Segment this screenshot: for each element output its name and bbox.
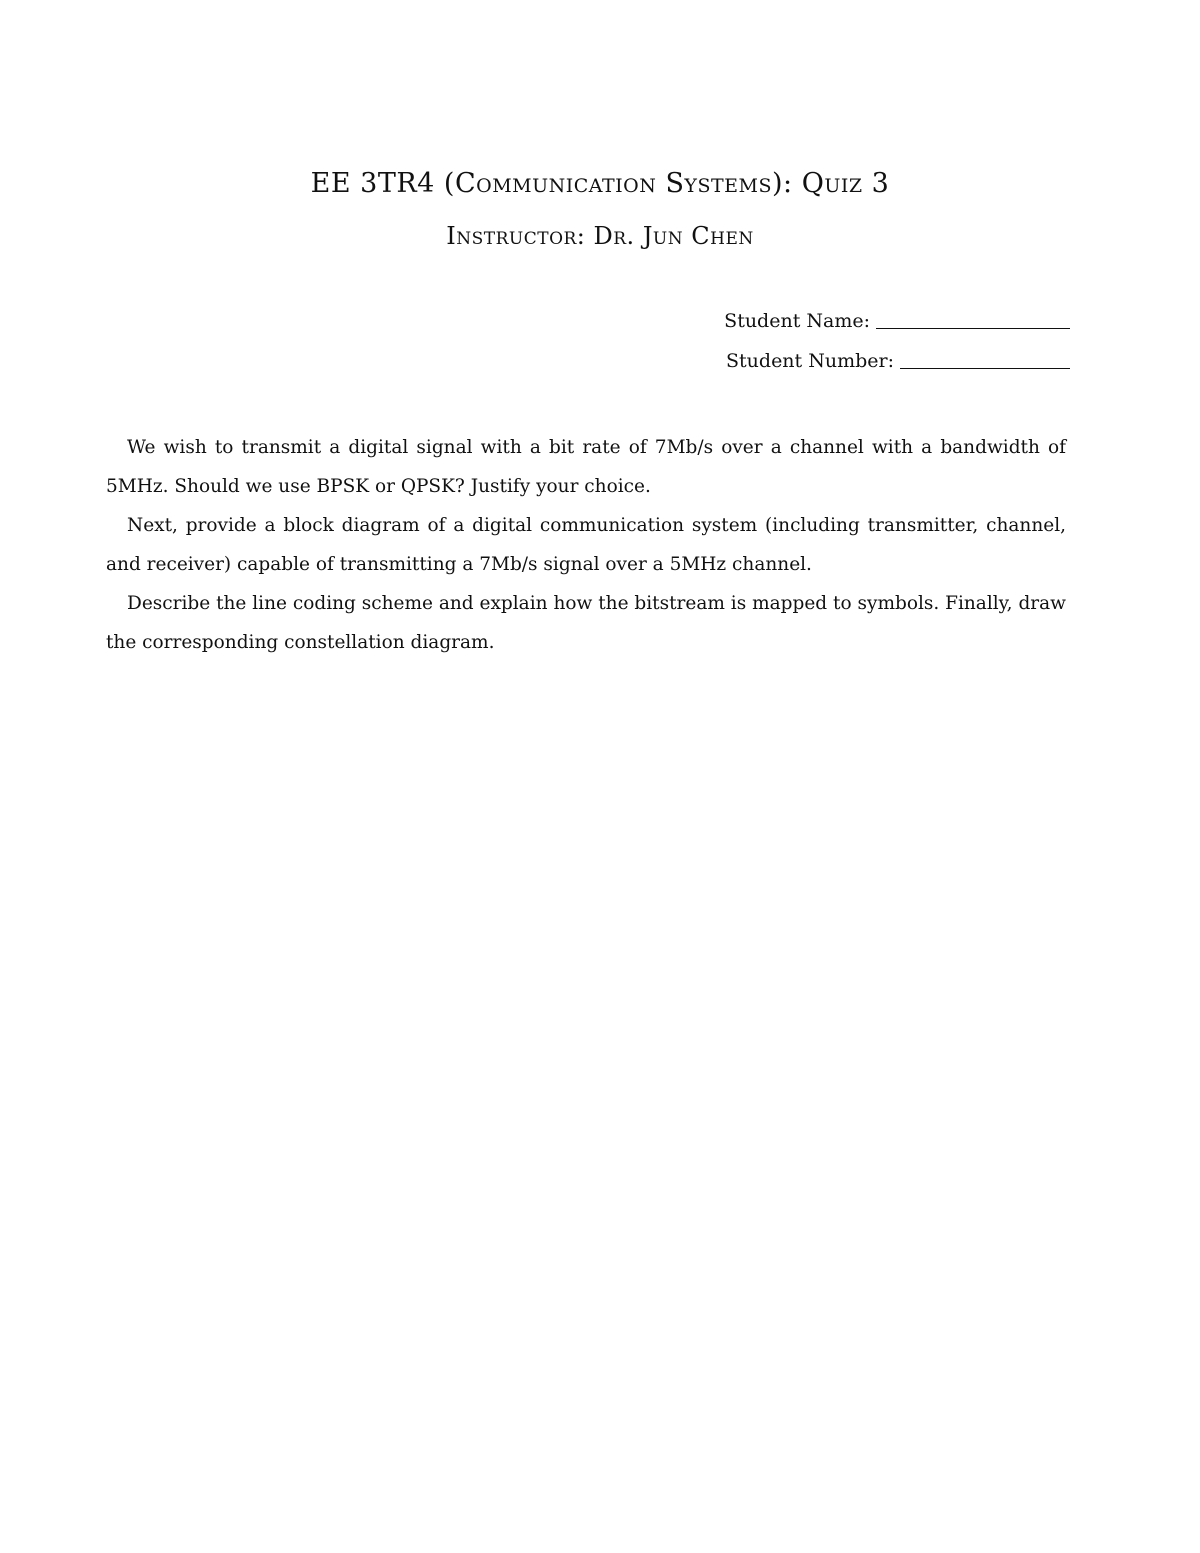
student-number-blank (900, 350, 1070, 369)
student-number-label: Student Number: (726, 350, 894, 372)
student-name-blank (876, 310, 1070, 329)
page-title: EE 3TR4 (Communication Systems): Quiz 3 (310, 168, 890, 199)
question-paragraph-3: Describe the line coding scheme and explain how the bitstream is mapped to symbols. Finally, draw the corresponding constellation diagram. (106, 593, 1066, 653)
instructor-line: Instructor: Dr. Jun Chen (446, 222, 754, 250)
student-name-label: Student Name: (724, 310, 870, 332)
question-paragraph-1: We wish to transmit a digital signal with a bit rate of 7Mb/s over a channel with a bandwidth of 5MHz. Should we use BPSK or QPSK? Justify your choice. (106, 437, 1066, 497)
question-body (106, 428, 1066, 662)
student-number-field (726, 350, 1070, 372)
student-name-field (724, 310, 1070, 332)
question-paragraph-2: Next, provide a block diagram of a digital communication system (including transmitter, channel, and receiver) capable of transmitting a 7Mb/s signal over a 5MHz channel. (106, 515, 1066, 575)
